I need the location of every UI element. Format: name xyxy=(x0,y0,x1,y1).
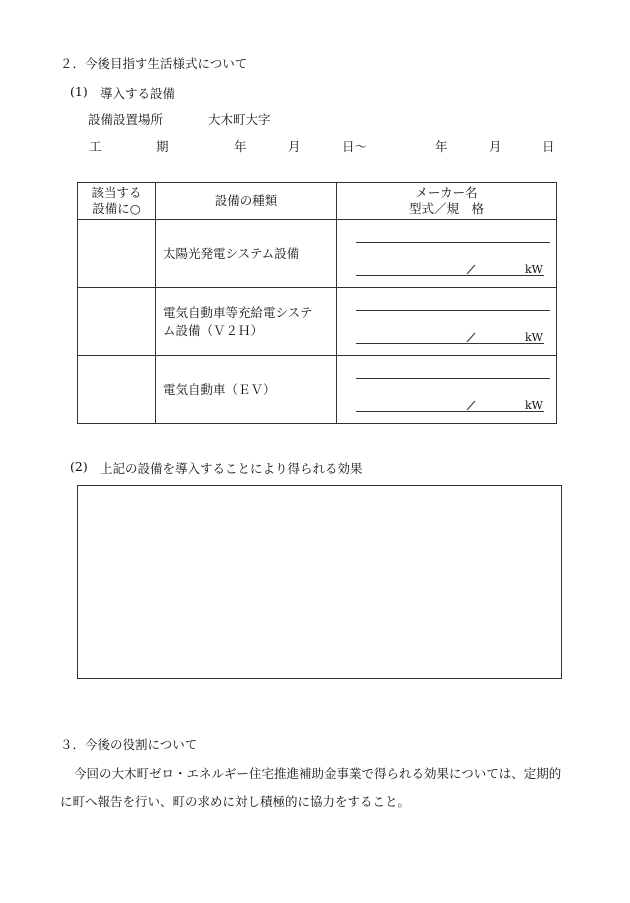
section3-body-line2: に町へ報告を行い、町の求めに対し積極的に協力をすること。 xyxy=(60,794,411,809)
maker-spec-cell[interactable] xyxy=(337,220,557,288)
maker-spec-cell[interactable] xyxy=(337,356,557,424)
period-day-1: 日～ xyxy=(342,139,368,154)
maker-line xyxy=(356,378,550,379)
header-applicable: 該当する 設備に○ xyxy=(78,183,156,220)
period-month-1: 月 xyxy=(288,139,301,154)
period-year-2: 年 xyxy=(435,139,448,154)
maker-line xyxy=(356,310,550,311)
effect-textbox[interactable] xyxy=(77,485,562,679)
equipment-table xyxy=(77,182,557,424)
period-label-2: 期 xyxy=(156,139,169,154)
table-row-solar xyxy=(78,220,557,288)
header-maker-model: メーカー名 型式／規 格 xyxy=(337,183,557,220)
equipment-name: 電気自動車等充給電システ ム設備（Ｖ２Ｈ） xyxy=(156,288,337,356)
applicable-cell[interactable] xyxy=(78,220,156,288)
table-row-v2h xyxy=(78,288,557,356)
table-header-row xyxy=(78,183,557,220)
unit-kw: kW xyxy=(525,399,543,412)
applicable-cell[interactable] xyxy=(78,356,156,424)
section3-heading: ３．今後の役割について xyxy=(60,737,198,752)
section2-heading: ２．今後目指す生活様式について xyxy=(60,56,248,71)
location-label: 設備設置場所 xyxy=(88,112,164,127)
sub1-title: 導入する設備 xyxy=(100,86,176,101)
period-label-1: 工 xyxy=(89,139,102,154)
sub2-title: 上記の設備を導入することにより得られる効果 xyxy=(100,461,363,476)
unit-kw: kW xyxy=(525,331,543,344)
sub2-number: (2) xyxy=(70,459,88,474)
equipment-name: 電気自動車（ＥＶ） xyxy=(156,356,337,424)
slash-mark xyxy=(465,399,477,411)
period-month-2: 月 xyxy=(489,139,502,154)
unit-kw: kW xyxy=(525,263,543,276)
section3-body-line1: 今回の大木町ゼロ・エネルギー住宅推進補助金事業で得られる効果については、定期的 xyxy=(74,766,562,781)
maker-spec-cell[interactable] xyxy=(337,288,557,356)
maker-line xyxy=(356,242,550,243)
period-year-1: 年 xyxy=(234,139,247,154)
spec-line xyxy=(356,275,544,276)
slash-mark xyxy=(465,331,477,343)
period-day-2: 日 xyxy=(542,139,555,154)
header-equipment-type: 設備の種類 xyxy=(156,183,337,220)
spec-line xyxy=(356,411,544,412)
sub1-number: (1) xyxy=(70,84,88,99)
equipment-name: 太陽光発電システム設備 xyxy=(156,220,337,288)
slash-mark xyxy=(465,263,477,275)
location-value: 大木町大字 xyxy=(208,112,271,127)
applicable-cell[interactable] xyxy=(78,288,156,356)
table-row-ev xyxy=(78,356,557,424)
spec-line xyxy=(356,343,544,344)
